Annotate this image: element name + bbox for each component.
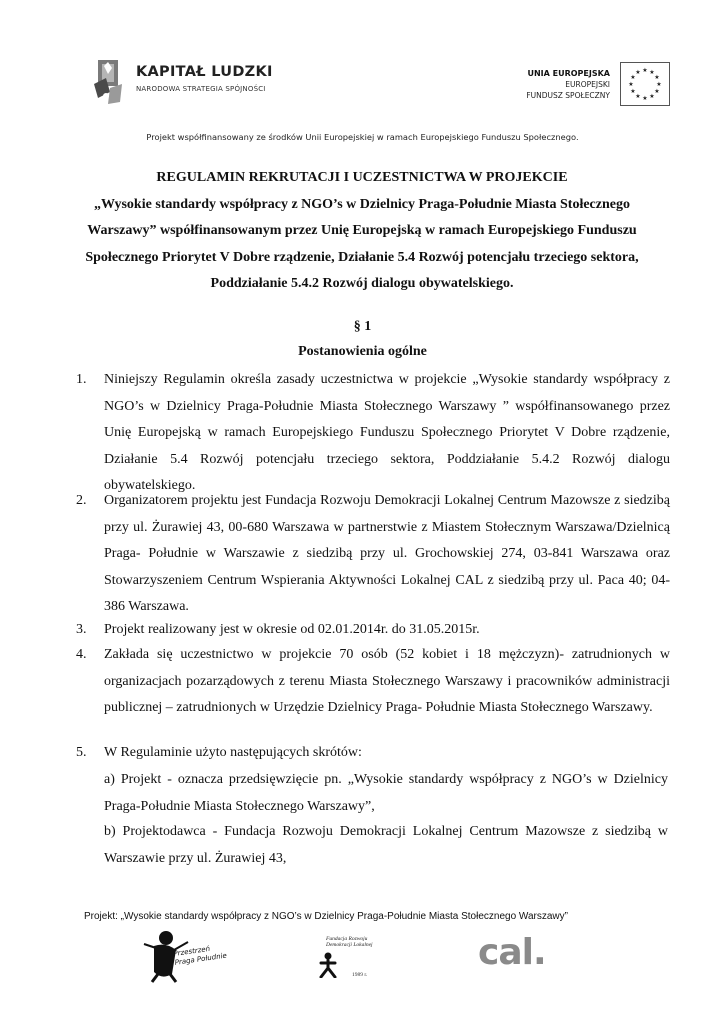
praga-logo-text: Przestrzeń Praga Południe bbox=[173, 944, 228, 967]
list-item-number: 2. bbox=[76, 493, 87, 508]
title-line-5: Poddziałanie 5.4.2 Rozwój dialogu obywatelskiego. bbox=[210, 276, 514, 291]
eu-line-1: UNIA EUROPEJSKA bbox=[527, 69, 610, 78]
eu-flag-icon bbox=[620, 62, 670, 106]
list-item-number: 1. bbox=[76, 372, 87, 387]
sub-item-a: a) Projekt - oznacza przedsięwzięcie pn. „Wysokie standardy współpracy z NGO’s w Dzielnicy Praga-Południe Miasta Stołecznego Warszawy”, bbox=[104, 772, 668, 814]
cofinancing-note: Projekt współfinansowany ze środków Unii Europejskiej w ramach Europejskiego Funduszu Społecznego. bbox=[146, 132, 579, 142]
list-item bbox=[76, 642, 670, 722]
svg-text:★: ★ bbox=[630, 88, 636, 95]
svg-text:★: ★ bbox=[635, 69, 641, 76]
eu-line-2: EUROPEJSKI bbox=[565, 80, 610, 89]
title-line-2: „Wysokie standardy współpracy z NGO’s w Dzielnicy Praga-Południe Miasta Stołecznego bbox=[94, 196, 630, 212]
frdl-line-2: Demokracji Lokalnej bbox=[326, 942, 373, 948]
list-item-text: Zakłada się uczestnictwo w projekcie 70 osób (52 kobiet i 18 mężczyzn)- zatrudnionych w organizacjach pozarządowych z terenu Miasta Stołecznego Warszawy i pracowników administracji publicznej – zatrudnionych w Urzędzie Dzielnicy Praga- Południe Miasta Stołecznego Warszawy. bbox=[104, 647, 670, 715]
sub-item-b: b) Projektodawca - Fundacja Rozwoju Demokracji Lokalnej Centrum Mazowsze z siedzibą w Warszawie przy ul. Żurawiej 43, bbox=[104, 824, 668, 866]
kapital-ludzki-subtitle: NARODOWA STRATEGIA SPÓJNOŚCI bbox=[136, 85, 266, 93]
praga-poludnie-logo bbox=[140, 928, 230, 984]
svg-text:★: ★ bbox=[649, 93, 655, 100]
cal-logo bbox=[478, 932, 550, 976]
list-item-number: 3. bbox=[76, 622, 87, 637]
list-item bbox=[76, 488, 670, 621]
svg-text:★: ★ bbox=[642, 95, 648, 102]
frdl-logo bbox=[318, 936, 378, 986]
kapital-ludzki-emblem-icon bbox=[92, 58, 132, 106]
list-item-text: W Regulaminie użyto następujących skrótów: bbox=[104, 745, 362, 760]
title-line-4: Społecznego Priorytet V Dobre rządzenie, Działanie 5.4 Rozwój potencjału trzeciego sektora, bbox=[85, 249, 639, 265]
cal-logo-text: cal. bbox=[478, 932, 546, 973]
list-item-number: 4. bbox=[76, 647, 87, 662]
title-line-1: REGULAMIN REKRUTACJI I UCZESTNICTWA W PROJEKCIE bbox=[156, 170, 568, 185]
list-item-text: Niniejszy Regulamin określa zasady uczestnictwa w projekcie „Wysokie standardy współpracy z NGO’s w Dzielnicy Praga-Południe Miasta Stołecznego Warszawy ” współfinansowanego przez Unię Europejską w ramach Europejskiego Funduszu Społecznego Priorytet V Dobre rządzenie, Działanie 5.4 Rozwój potencjału trzeciego sektora, Poddziałanie 5.4.2 Rozwój dialogu obywatelskiego. bbox=[104, 372, 670, 493]
eu-line-3: FUNDUSZ SPOŁECZNY bbox=[526, 91, 610, 100]
kapital-ludzki-title: KAPITAŁ LUDZKI bbox=[136, 64, 273, 80]
svg-text:★: ★ bbox=[649, 69, 655, 76]
list-item bbox=[76, 617, 670, 644]
svg-text:★: ★ bbox=[654, 74, 660, 81]
section-number: § 1 bbox=[353, 319, 372, 334]
list-item-number: 5. bbox=[76, 745, 87, 760]
svg-text:★: ★ bbox=[642, 67, 648, 74]
frdl-year: 1989 r. bbox=[352, 972, 368, 978]
kapital-ludzki-logo bbox=[92, 58, 282, 106]
svg-text:★: ★ bbox=[654, 88, 660, 95]
list-item bbox=[76, 367, 670, 500]
document-title bbox=[62, 165, 662, 298]
frdl-line-1: Fundacja Rozwoju bbox=[326, 936, 368, 942]
list-item-text: Organizatorem projektu jest Fundacja Rozwoju Demokracji Lokalnej Centrum Mazowsze z siedzibą przy ul. Żurawiej 43, 00-680 Warszawa w partnerstwie z Miastem Stołecznym Warszawa/Dzielnicą Praga- Południe w Warszawie z siedzibą przy ul. Grochowskiej 274, 03-841 Warszawa oraz Stowarzyszeniem Centrum Wspierania Aktywności Lokalnej CAL z siedzibą przy ul. Paca 40; 04-386 Warszawa. bbox=[104, 493, 670, 614]
frdl-figure-icon bbox=[318, 952, 338, 978]
title-line-3: Warszawy” współfinansowanym przez Unię Europejską w ramach Europejskiego Funduszu bbox=[87, 223, 637, 238]
svg-text:★: ★ bbox=[628, 81, 634, 88]
svg-text:★: ★ bbox=[656, 81, 662, 88]
list-item bbox=[76, 740, 670, 767]
svg-text:★: ★ bbox=[630, 74, 636, 81]
footer-project-text: Projekt: „Wysokie standardy współpracy z NGO’s w Dzielnicy Praga-Południe Miasta Stołecznego Warszawy” bbox=[84, 911, 568, 922]
eu-logo-text bbox=[526, 68, 610, 101]
list-item-text: Projekt realizowany jest w okresie od 02.01.2014r. do 31.05.2015r. bbox=[104, 622, 480, 637]
eu-logo bbox=[508, 62, 670, 110]
svg-text:★: ★ bbox=[635, 93, 641, 100]
section-heading: Postanowienia ogólne bbox=[298, 344, 427, 359]
